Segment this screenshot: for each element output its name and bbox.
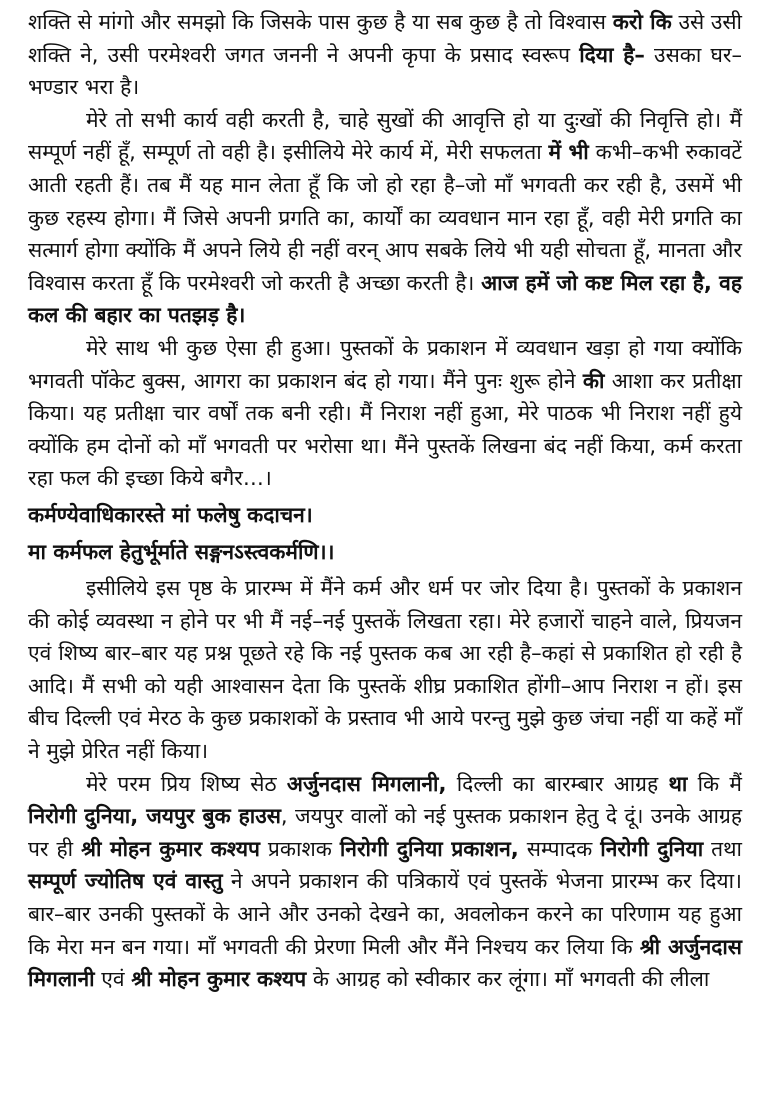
bold-text-run: निरोगी दुनिया bbox=[600, 836, 704, 861]
bold-text-run: निरोगी दुनिया, जयपुर बुक हाउस bbox=[28, 804, 281, 829]
text-run: इसीलिये इस पृष्ठ के प्रारम्भ में मैंने कर्म और धर्म पर जोर दिया है। पुस्तकों के प्रकाशन की कोई व्यवस्था न होने पर भी मैं नई–नई पुस्तकें लिखता रहा। मेरे हजारों चाहने वाले, प्रियजन एवं शिष्य बार–बार यह प्रश्न पूछते रहे कि नई पुस्तक कब आ रही है–कहां से प्रकाशित हो रही है आदि। मैं सभी को यही आश्वासन देता कि पुस्तकें शीघ्र प्रकाशित होंगी–आप निराश न हों। इस बीच दिल्ली एवं मेरठ के कुछ प्रकाशकों के प्रस्ताव भी आये परन्तु मुझे कुछ जंचा नहीं या कहें माँ ने मुझे प्रेरित नहीं किया। bbox=[28, 576, 742, 764]
text-run: उसका घर–भण्डार भरा है। bbox=[28, 42, 743, 100]
text-run: प्रकाशक bbox=[259, 836, 340, 861]
text-run: शक्ति से मांगो और समझो कि जिसके पास कुछ है या सब कुछ है तो विश्वास bbox=[28, 10, 613, 34]
text-run: कभी–कभी रुकावटें आती रहती हैं। तब मैं यह मान लेता हूँ कि जो हो रहा है–जो माँ भगवती कर रही है, उसमें भी कुछ रहस्य होगा। मैं जिसे अपनी प्रगति का, कार्यों का व्यवधान मान रहा हूँ, वही मेरी प्रगति का सत्मार्ग होगा क्योंकि मैं अपने लिये ही नहीं वरन् आप सबके लिये भी यही सोचता हूँ, मानता और विश्वास करता हूँ कि परमेश्वरी जो करती है अच्छा करती है। bbox=[28, 140, 742, 295]
text-run: के आग्रह को स्वीकार कर लूंगा। माँ भगवती की लीला bbox=[306, 967, 710, 992]
bold-text-run: अर्जुनदास मिगलानी, bbox=[286, 771, 447, 796]
bold-text-run: में भी bbox=[548, 140, 589, 165]
bold-text-run: सम्पूर्ण ज्योतिष एवं वास्तु bbox=[28, 869, 223, 894]
paragraph-2 bbox=[28, 104, 742, 332]
bold-text-run: श्री मोहन कुमार कश्यप bbox=[81, 836, 260, 861]
text-run: दिल्ली का बारम्बार आग्रह bbox=[446, 771, 669, 796]
text-run: मेरे परम प्रिय शिष्य सेठ bbox=[86, 771, 287, 796]
bold-text-run: की bbox=[582, 368, 605, 393]
verse-line-2 bbox=[28, 536, 742, 569]
bold-text-run: आज हमें जो कष्ट मिल रहा है, वह कल की बहार का पतझड़ है। bbox=[28, 270, 742, 328]
bold-text-run: श्री मोहन कुमार कश्यप bbox=[131, 967, 307, 992]
bold-text-run: करो कि bbox=[612, 10, 672, 34]
text-run: आशा कर प्रतीक्षा किया। यह प्रतीक्षा चार वर्षों तक बनी रही। मैं निराश नहीं हुआ, मेरे पाठक भी निराश नहीं हुये क्योंकि हम दोनों को माँ भगवती पर भरोसा था। मैंने पुस्तकें लिखना बंद नहीं किया, कर्म करता रहा फल की इच्छा किये बगैर…। bbox=[28, 368, 742, 491]
text-run: एवं bbox=[94, 967, 132, 992]
verse-line-1 bbox=[28, 499, 742, 532]
text-run: ने अपने प्रकाशन की पत्रिकायें एवं पुस्तकें भेजना प्रारम्भ कर दिया। बार–बार उनकी पुस्तकों के आने और उनको देखने का, अवलोकन करने का परिणाम यह हुआ कि मेरा मन बन गया। माँ भगवती की प्रेरणा मिली और मैंने निश्चय कर लिया कि bbox=[28, 869, 742, 959]
bold-text-run: दिया है– bbox=[579, 42, 645, 67]
bold-text-run: था bbox=[668, 771, 688, 796]
text-run: मेरे साथ भी कुछ ऐसा ही हुआ। पुस्तकों के प्रकाशन में व्यवधान खड़ा हो गया क्योंकि भगवती पॉकेट बुक्स, आगरा का प्रकाशन बंद हो गया। मैंने पुनः शुरू होने bbox=[28, 335, 742, 393]
bold-text-run: निरोगी दुनिया प्रकाशन, bbox=[339, 836, 519, 861]
bold-text-run: मा कर्मफल हेतुर्भूर्माते सङ्गनऽस्त्वकर्मणि।। bbox=[28, 539, 335, 564]
text-run: , जयपुर वालों को नई पुस्तक प्रकाशन हेतु दे दूं। उनके आग्रह पर ही bbox=[28, 804, 742, 861]
paragraph-1 bbox=[28, 6, 742, 104]
text-run: उसे उसी शक्ति ने, उसी परमेश्वरी जगत जननी ने अपनी कृपा के प्रसाद स्वरूप bbox=[28, 10, 742, 67]
text-run: कि मैं bbox=[687, 771, 742, 796]
paragraph-3 bbox=[28, 332, 742, 495]
paragraph-4 bbox=[28, 572, 742, 768]
bold-text-run: कर्मण्येवाधिकारस्ते मां फलेषु कदाचन। bbox=[28, 502, 313, 527]
paragraph-5 bbox=[28, 768, 742, 996]
text-run: तथा bbox=[703, 836, 742, 861]
text-run: मेरे तो सभी कार्य वही करती है, चाहे सुखों की आवृत्ति हो या दुःखों की निवृत्ति हो। मैं सम्पूर्ण नहीं हूँ, सम्पूर्ण तो वही है। इसीलिये मेरे कार्य में, मेरी सफलता bbox=[28, 107, 742, 165]
bold-text-run: श्री अर्जुनदास मिगलानी bbox=[28, 934, 743, 992]
text-run: सम्पादक bbox=[518, 836, 601, 861]
